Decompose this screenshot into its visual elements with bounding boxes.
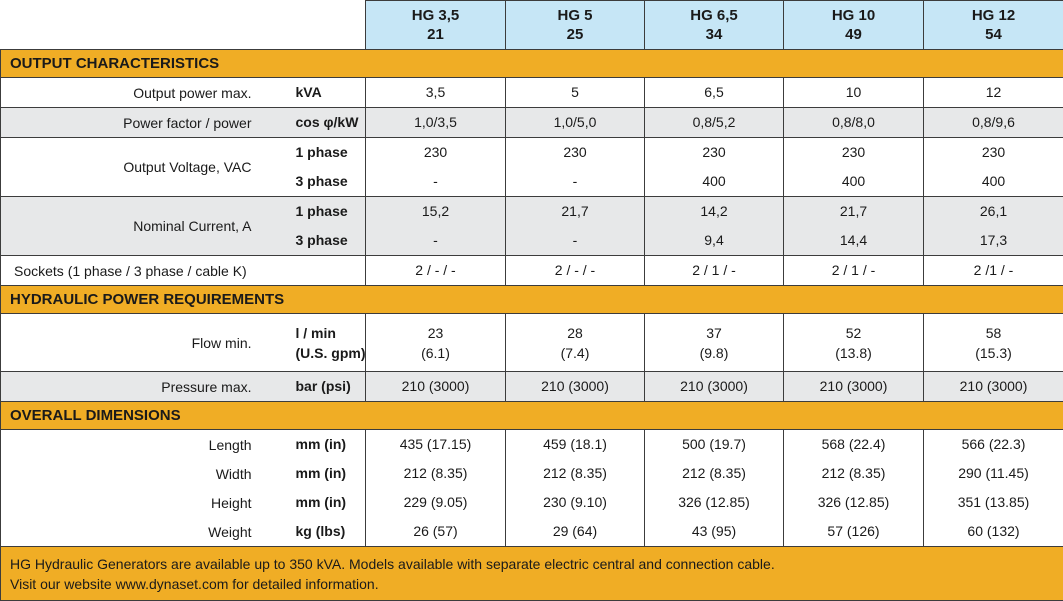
value-3-phase: - — [506, 167, 644, 196]
cell-value — [924, 138, 1063, 197]
value-metric: 37 — [645, 323, 783, 343]
unit-imperial: (U.S. gpm) — [296, 343, 366, 363]
cell-value — [366, 314, 506, 372]
cell-value: 1,0/3,5 — [366, 108, 506, 138]
cell-value: 326 (12.85) — [645, 488, 784, 517]
cell-value: 212 (8.35) — [645, 459, 784, 488]
cell-value: 351 (13.85) — [924, 488, 1063, 517]
value-3-phase: - — [366, 167, 505, 196]
cell-value — [506, 197, 645, 256]
cell-value: 210 (3000) — [924, 372, 1063, 402]
cell-value: 212 (8.35) — [506, 459, 645, 488]
row-unit: mm (in) — [278, 488, 366, 517]
value-3-phase: 400 — [784, 167, 923, 196]
model-name: HG 3,5 — [366, 6, 505, 25]
cell-value: 229 (9.05) — [366, 488, 506, 517]
row-label: Sockets (1 phase / 3 phase / cable K) — [1, 256, 366, 286]
row-width — [1, 459, 1063, 488]
value-imperial: (13.8) — [784, 343, 923, 363]
cell-value: 10 — [784, 78, 924, 108]
cell-value: 43 (95) — [645, 517, 784, 547]
cell-value: 12 — [924, 78, 1063, 108]
cell-value: 212 (8.35) — [784, 459, 924, 488]
model-code: 34 — [645, 25, 783, 44]
cell-value: 0,8/8,0 — [784, 108, 924, 138]
cell-value: 5 — [506, 78, 645, 108]
row-flow — [1, 314, 1063, 372]
cell-value: 60 (132) — [924, 517, 1063, 547]
row-output-voltage — [1, 138, 1063, 197]
cell-value: 2 / 1 / - — [645, 256, 784, 286]
model-header-hg5 — [506, 1, 645, 50]
cell-value: 326 (12.85) — [784, 488, 924, 517]
section-dimensions — [1, 402, 1063, 430]
row-label: Height — [1, 488, 278, 517]
row-unit: mm (in) — [278, 430, 366, 460]
section-hydraulic — [1, 286, 1063, 314]
cell-value — [645, 314, 784, 372]
row-unit: kg (lbs) — [278, 517, 366, 547]
footer-line-website: Visit our website www.dynaset.com for detailed information. — [10, 574, 1063, 594]
cell-value: 210 (3000) — [366, 372, 506, 402]
value-metric: 23 — [366, 323, 505, 343]
cell-value — [784, 314, 924, 372]
cell-value — [924, 314, 1063, 372]
cell-value: 6,5 — [645, 78, 784, 108]
value-1-phase: 26,1 — [924, 197, 1063, 226]
value-1-phase: 230 — [784, 138, 923, 167]
unit-1-phase: 1 phase — [296, 138, 366, 167]
row-sockets — [1, 256, 1063, 286]
cell-value — [924, 197, 1063, 256]
row-length — [1, 430, 1063, 460]
cell-value: 57 (126) — [784, 517, 924, 547]
cell-value: 210 (3000) — [784, 372, 924, 402]
row-unit — [278, 314, 366, 372]
value-3-phase: - — [506, 226, 644, 255]
value-1-phase: 21,7 — [784, 197, 923, 226]
cell-value: 568 (22.4) — [784, 430, 924, 460]
row-label: Power factor / power — [1, 108, 278, 138]
footer-text — [1, 547, 1063, 601]
cell-value — [506, 314, 645, 372]
unit-1-phase: 1 phase — [296, 197, 366, 226]
value-3-phase: 400 — [645, 167, 783, 196]
model-header-hg12 — [924, 1, 1063, 50]
row-label: Nominal Current, A — [1, 197, 278, 256]
cell-value: 0,8/5,2 — [645, 108, 784, 138]
row-unit: bar (psi) — [278, 372, 366, 402]
row-power-factor — [1, 108, 1063, 138]
value-1-phase: 230 — [645, 138, 783, 167]
cell-value: 210 (3000) — [506, 372, 645, 402]
row-height — [1, 488, 1063, 517]
unit-3-phase: 3 phase — [296, 226, 366, 255]
cell-value: 0,8/9,6 — [924, 108, 1063, 138]
value-imperial: (7.4) — [506, 343, 644, 363]
row-label: Width — [1, 459, 278, 488]
value-1-phase: 21,7 — [506, 197, 644, 226]
cell-value: 2 / - / - — [506, 256, 645, 286]
cell-value — [366, 197, 506, 256]
section-title: OVERALL DIMENSIONS — [1, 402, 1063, 430]
cell-value — [366, 138, 506, 197]
model-code: 54 — [924, 25, 1063, 44]
value-3-phase: 14,4 — [784, 226, 923, 255]
header-corner — [1, 1, 366, 50]
row-label: Flow min. — [1, 314, 278, 372]
row-label: Weight — [1, 517, 278, 547]
model-header-hg65 — [645, 1, 784, 50]
footer-line-availability: HG Hydraulic Generators are available up to 350 kVA. Models available with separate electric central and connection cable. — [10, 554, 1063, 574]
value-metric: 52 — [784, 323, 923, 343]
row-output-power — [1, 78, 1063, 108]
cell-value: 500 (19.7) — [645, 430, 784, 460]
cell-value — [645, 138, 784, 197]
row-unit: mm (in) — [278, 459, 366, 488]
section-title: HYDRAULIC POWER REQUIREMENTS — [1, 286, 1063, 314]
row-unit — [278, 197, 366, 256]
footer-note — [1, 547, 1063, 601]
value-imperial: (9.8) — [645, 343, 783, 363]
cell-value: 29 (64) — [506, 517, 645, 547]
model-name: HG 10 — [784, 6, 923, 25]
model-header-hg10 — [784, 1, 924, 50]
cell-value: 435 (17.15) — [366, 430, 506, 460]
row-unit — [278, 138, 366, 197]
cell-value: 2 / - / - — [366, 256, 506, 286]
row-unit: cos φ/kW — [278, 108, 366, 138]
value-3-phase: 17,3 — [924, 226, 1063, 255]
cell-value: 212 (8.35) — [366, 459, 506, 488]
section-output — [1, 50, 1063, 78]
cell-value: 3,5 — [366, 78, 506, 108]
cell-value: 210 (3000) — [645, 372, 784, 402]
cell-value: 459 (18.1) — [506, 430, 645, 460]
value-metric: 58 — [924, 323, 1063, 343]
model-code: 25 — [506, 25, 644, 44]
row-label: Output power max. — [1, 78, 278, 108]
row-pressure — [1, 372, 1063, 402]
model-name: HG 5 — [506, 6, 644, 25]
row-unit: kVA — [278, 78, 366, 108]
model-name: HG 12 — [924, 6, 1063, 25]
cell-value: 2 /1 / - — [924, 256, 1063, 286]
cell-value — [784, 138, 924, 197]
value-3-phase: 9,4 — [645, 226, 783, 255]
value-3-phase: 400 — [924, 167, 1063, 196]
cell-value: 290 (11.45) — [924, 459, 1063, 488]
row-label: Output Voltage, VAC — [1, 138, 278, 197]
model-header-row — [1, 1, 1063, 50]
cell-value: 26 (57) — [366, 517, 506, 547]
value-imperial: (6.1) — [366, 343, 505, 363]
value-imperial: (15.3) — [924, 343, 1063, 363]
value-3-phase: - — [366, 226, 505, 255]
value-1-phase: 230 — [366, 138, 505, 167]
value-1-phase: 14,2 — [645, 197, 783, 226]
cell-value: 2 / 1 / - — [784, 256, 924, 286]
model-header-hg35 — [366, 1, 506, 50]
cell-value — [645, 197, 784, 256]
section-title: OUTPUT CHARACTERISTICS — [1, 50, 1063, 78]
value-1-phase: 15,2 — [366, 197, 505, 226]
value-metric: 28 — [506, 323, 644, 343]
unit-metric: l / min — [296, 323, 366, 343]
unit-3-phase: 3 phase — [296, 167, 366, 196]
row-weight — [1, 517, 1063, 547]
value-1-phase: 230 — [924, 138, 1063, 167]
row-label: Pressure max. — [1, 372, 278, 402]
row-nominal-current — [1, 197, 1063, 256]
model-code: 49 — [784, 25, 923, 44]
cell-value: 566 (22.3) — [924, 430, 1063, 460]
cell-value: 1,0/5,0 — [506, 108, 645, 138]
model-code: 21 — [366, 25, 505, 44]
value-1-phase: 230 — [506, 138, 644, 167]
cell-value — [784, 197, 924, 256]
row-label: Length — [1, 430, 278, 460]
cell-value — [506, 138, 645, 197]
cell-value: 230 (9.10) — [506, 488, 645, 517]
model-name: HG 6,5 — [645, 6, 783, 25]
